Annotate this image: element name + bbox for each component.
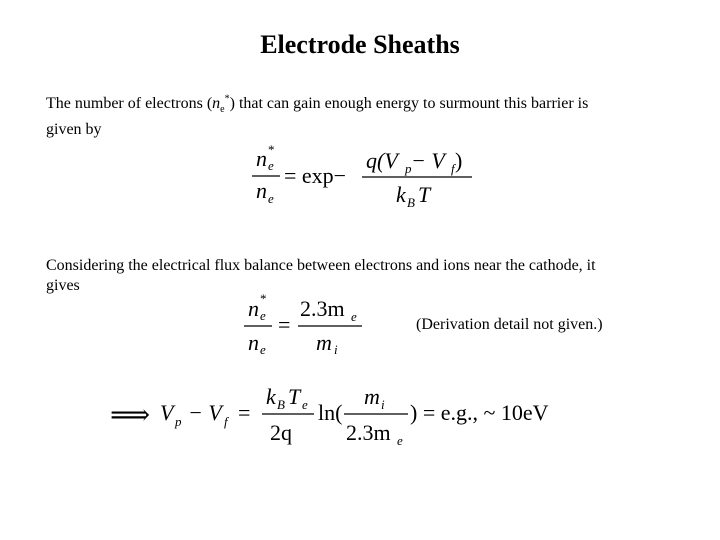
eq3-frac1-den: 2q xyxy=(270,420,292,445)
eq1-rhs-den-b: B xyxy=(407,195,415,210)
equation-mass-ratio xyxy=(242,290,372,360)
eq2-rhs-num: 2.3m xyxy=(300,296,345,321)
paragraph-electrons-barrier xyxy=(46,94,684,140)
eq1-rhs-num-p: p xyxy=(405,161,412,176)
eq3-frac2-num: m xyxy=(364,384,380,409)
para1-line2: given by xyxy=(46,121,102,139)
eq2-rhs-num-sub: e xyxy=(351,309,357,324)
eq3-frac2-den: 2.3m xyxy=(346,420,391,445)
para1-var-sub: e xyxy=(220,104,225,116)
eq3-tail: ) = e.g., ~ 10eV xyxy=(410,400,549,425)
eq1-lhs-den-sub: e xyxy=(268,191,274,206)
eq1-rhs-den-t: T xyxy=(418,182,431,207)
eq1-lhs-num-sup: * xyxy=(268,142,275,157)
para1-var-sup: * xyxy=(224,93,230,105)
para2-line2: gives xyxy=(46,277,80,294)
eq1-rhs-num-minus: − V xyxy=(411,148,445,173)
slide-title: Electrode Sheaths xyxy=(260,30,460,59)
eq3-minus: − V xyxy=(188,400,222,425)
eq1-rhs-num-close: ) xyxy=(455,148,463,173)
eq1-rhs-num: q(V xyxy=(366,148,398,173)
eq3-frac1-num-e: e xyxy=(302,397,308,412)
eq1-lhs-num: n xyxy=(256,146,267,171)
para1-line1-post: ) that can gain enough energy to surmount this barrier is xyxy=(229,95,589,112)
eq2-rhs-den-sub: i xyxy=(334,342,338,357)
derivation-note: (Derivation detail not given.) xyxy=(416,316,603,333)
eq3-frac1-num-b: B xyxy=(277,397,285,412)
implies-arrow-icon: ⟹ xyxy=(110,400,151,431)
equation-exp-ratio xyxy=(248,142,488,212)
eq3-v: V xyxy=(160,400,174,425)
para1-line1-pre: The number of electrons ( xyxy=(46,95,213,112)
eq1-mid: = exp− xyxy=(284,163,347,188)
para1-var: n xyxy=(212,95,221,112)
eq3-ln: ln( xyxy=(318,400,343,425)
para2-line1: Considering the electrical flux balance between electrons and ions near the cathode, it xyxy=(46,257,596,274)
eq2-lhs-num-sup: * xyxy=(260,291,267,306)
eq1-lhs-den: n xyxy=(256,178,267,203)
eq2-lhs-den-sub: e xyxy=(260,342,266,357)
eq1-lhs-num-sub: e xyxy=(268,158,274,173)
eq3-frac1-num: k xyxy=(266,384,276,409)
equation-potential-difference xyxy=(108,382,588,454)
eq3-v-sub-p: p xyxy=(175,414,182,429)
eq3-eq: = xyxy=(238,400,251,425)
eq3-v-sub-f: f xyxy=(224,414,228,429)
eq2-lhs-num-sub: e xyxy=(260,308,266,323)
eq2-lhs-num: n xyxy=(248,296,259,321)
eq3-frac1-num-t: T xyxy=(288,384,301,409)
eq3-frac2-den-sub: e xyxy=(397,433,403,448)
eq2-lhs-den: n xyxy=(248,330,259,355)
eq2-eq: = xyxy=(278,312,291,337)
eq1-rhs-num-f: f xyxy=(451,161,455,176)
eq1-rhs-den: k xyxy=(396,182,406,207)
eq3-frac2-num-sub: i xyxy=(381,397,385,412)
eq2-rhs-den: m xyxy=(316,330,332,355)
